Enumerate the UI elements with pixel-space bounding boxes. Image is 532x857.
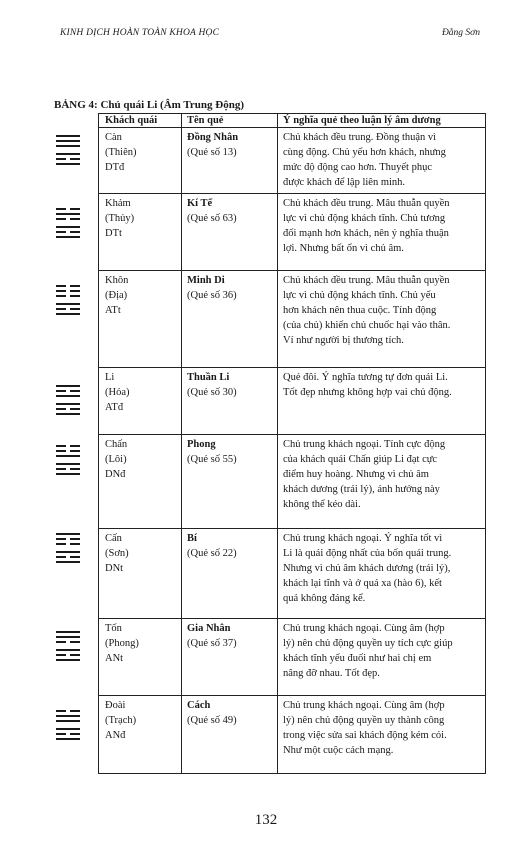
guest-trigram-line: Cấn: [105, 533, 122, 544]
yang-line-icon: [56, 313, 80, 315]
meaning-line: lực vì chủ động khách tĩnh. Chủ yếu: [283, 290, 436, 301]
yang-line-icon: [56, 303, 80, 305]
hexagram-name-cell: [187, 130, 279, 160]
hexagram-name-cell: [187, 621, 279, 651]
yang-line-icon: [56, 455, 80, 457]
guest-trigram-line: Càn: [105, 132, 122, 143]
guest-trigram-line: (Địa): [105, 290, 128, 301]
meaning-cell: [283, 621, 481, 681]
yin-line-icon: [56, 538, 80, 540]
page-number: 132: [254, 812, 278, 828]
yang-line-icon: [56, 561, 80, 563]
meaning-line: hơn khách nên thua cuộc. Tính động: [283, 305, 437, 316]
meaning-line: Chủ khách đều trung. Mâu thuẫn quyền: [283, 275, 450, 286]
guest-trigram-line: ANđ: [105, 730, 126, 741]
hexagram-name-cell: [187, 531, 279, 561]
meaning-cell: [283, 698, 481, 758]
hexagram-name-cell: [187, 437, 279, 467]
yin-line-icon: [56, 231, 80, 233]
guest-trigram-line: (Thiên): [105, 147, 137, 158]
guest-trigram-line: Khảm: [105, 198, 131, 209]
hexagram-table: [98, 113, 486, 774]
table-row: [99, 435, 485, 529]
yin-line-icon: [56, 208, 80, 210]
guest-trigram-cell: [105, 437, 181, 482]
yin-line-icon: [56, 295, 80, 297]
guest-trigram-line: (Trạch): [105, 715, 137, 726]
guest-trigram-line: (Thủy): [105, 213, 135, 224]
yin-line-icon: [56, 285, 80, 287]
meaning-line: khách tĩnh yếu đuối như hai chị em: [283, 653, 432, 664]
guest-trigram-line: (Hỏa): [105, 387, 130, 398]
guest-trigram-line: Tốn: [105, 623, 122, 634]
meaning-line: quả không đáng kể.: [283, 593, 366, 604]
guest-trigram-line: ATt: [105, 305, 121, 316]
table-row: [99, 271, 485, 368]
hexagram-number: (Quẻ số 22): [187, 548, 237, 559]
meaning-cell: [283, 370, 481, 400]
table-row: [99, 194, 485, 271]
hexagram-number: (Quẻ số 63): [187, 213, 237, 224]
guest-trigram-line: DTđ: [105, 162, 125, 173]
table-row: [99, 529, 485, 619]
yin-line-icon: [56, 308, 80, 310]
yang-line-icon: [56, 395, 80, 397]
table-title: BẢNG 4: Chủ quái Li (Âm Trung Động): [54, 99, 244, 111]
guest-trigram-line: ANt: [105, 653, 124, 664]
meaning-line: cùng động. Chủ yếu hơn khách, nhưng: [283, 147, 446, 158]
guest-trigram-line: (Phong): [105, 638, 139, 649]
hexagram-symbol-icon: [56, 533, 80, 567]
yang-line-icon: [56, 145, 80, 147]
column-header-name: Tên quẻ: [187, 115, 224, 126]
guest-trigram-line: DNt: [105, 563, 124, 574]
column-header-meaning: Ý nghĩa quẻ theo luận lý âm dương: [283, 115, 441, 126]
yang-line-icon: [56, 236, 80, 238]
hexagram-name-cell: [187, 698, 279, 728]
hexagram-name: Kí Tế: [187, 198, 213, 209]
meaning-line: trong việc sửa sai khách động kém cỏi.: [283, 730, 447, 741]
guest-trigram-line: Khôn: [105, 275, 129, 286]
hexagram-symbol-icon: [56, 385, 80, 419]
hexagram-number: (Quẻ số 55): [187, 454, 237, 465]
meaning-line: khách dương (trái lý), ảnh hưởng này: [283, 484, 440, 495]
hexagram-number: (Quẻ số 49): [187, 715, 237, 726]
yang-line-icon: [56, 738, 80, 740]
meaning-line: Như một cuộc cách mạng.: [283, 745, 394, 756]
yang-line-icon: [56, 226, 80, 228]
yang-line-icon: [56, 385, 80, 387]
hexagram-symbol-icon: [56, 208, 80, 242]
meaning-line: lý) nên chủ động quyền uy thành công: [283, 715, 445, 726]
column-header-guest: Khách quái: [105, 115, 158, 126]
guest-trigram-line: Li: [105, 372, 115, 383]
yin-line-icon: [56, 468, 80, 470]
book-title: KINH DỊCH HOÀN TOÀN KHOA HỌC: [60, 28, 220, 38]
guest-trigram-line: Chấn: [105, 439, 128, 450]
guest-trigram-cell: [105, 698, 181, 743]
yang-line-icon: [56, 140, 80, 142]
hexagram-symbol-icon: [56, 710, 80, 744]
table-row: [99, 696, 485, 775]
hexagram-symbol-icon: [56, 445, 80, 479]
yang-line-icon: [56, 463, 80, 465]
hexagram-name-cell: [187, 273, 279, 303]
yin-line-icon: [56, 290, 80, 292]
yang-line-icon: [56, 728, 80, 730]
yang-line-icon: [56, 636, 80, 638]
meaning-line: của khách quái Chấn giúp Li đạt cực: [283, 454, 438, 465]
meaning-line: Chủ trung khách ngoại. Ý nghĩa tốt vì: [283, 533, 443, 544]
meaning-line: Chủ khách đều trung. Đồng thuận vì: [283, 132, 437, 143]
yang-line-icon: [56, 153, 80, 155]
yang-line-icon: [56, 551, 80, 553]
meaning-line: đối mạnh hơn khách, nên ý nghĩa thuận: [283, 228, 449, 239]
meaning-line: lý) nên chủ động quyền uy tích cực giúp: [283, 638, 453, 649]
meaning-line: Li là quái động nhất của bốn quái trung.: [283, 548, 452, 559]
guest-trigram-line: (Sơn): [105, 548, 129, 559]
hexagram-symbol-icon: [56, 135, 80, 169]
guest-trigram-cell: [105, 531, 181, 576]
guest-trigram-cell: [105, 273, 181, 318]
meaning-line: Chủ khách đều trung. Mâu thuẫn quyền: [283, 198, 450, 209]
yin-line-icon: [56, 408, 80, 410]
guest-trigram-line: DNđ: [105, 469, 126, 480]
meaning-line: Quẻ đôi. Ý nghĩa tương tự đơn quái Li.: [283, 372, 448, 383]
yang-line-icon: [56, 213, 80, 215]
yang-line-icon: [56, 413, 80, 415]
meaning-line: nâng đỡ nhau. Tốt đẹp.: [283, 668, 380, 679]
hexagram-name-cell: [187, 370, 279, 400]
table-row: [99, 128, 485, 194]
hexagram-number: (Quẻ số 30): [187, 387, 237, 398]
yin-line-icon: [56, 733, 80, 735]
yang-line-icon: [56, 135, 80, 137]
meaning-line: Chủ trung khách ngoại. Cùng âm (hợp: [283, 623, 445, 634]
yang-line-icon: [56, 163, 80, 165]
meaning-cell: [283, 437, 481, 512]
guest-trigram-cell: [105, 370, 181, 415]
hexagram-name: Cách: [187, 700, 211, 711]
yang-line-icon: [56, 649, 80, 651]
meaning-line: lực vì chủ động khách tĩnh. Chủ tương: [283, 213, 446, 224]
meaning-line: (của chủ) khiến chủ chuốc hại vào thân.: [283, 320, 451, 331]
yin-line-icon: [56, 641, 80, 643]
yin-line-icon: [56, 390, 80, 392]
guest-trigram-line: (Lôi): [105, 454, 127, 465]
author-name: Đằng Sơn: [441, 28, 480, 38]
yin-line-icon: [56, 218, 80, 220]
guest-trigram-line: DTt: [105, 228, 122, 239]
yin-line-icon: [56, 450, 80, 452]
hexagram-number: (Quẻ số 37): [187, 638, 237, 649]
yang-line-icon: [56, 533, 80, 535]
hexagram-number: (Quẻ số 13): [187, 147, 237, 158]
yang-line-icon: [56, 720, 80, 722]
meaning-line: mức độ động cao hơn. Thuyết phục: [283, 162, 432, 173]
hexagram-name-cell: [187, 196, 279, 226]
hexagram-name: Đồng Nhân: [187, 132, 239, 143]
yang-line-icon: [56, 473, 80, 475]
yang-line-icon: [56, 659, 80, 661]
hexagram-name: Phong: [187, 439, 216, 450]
yang-line-icon: [56, 631, 80, 633]
meaning-line: được khách để lập liên minh.: [283, 177, 406, 188]
hexagram-name: Bí: [187, 533, 197, 544]
yin-line-icon: [56, 158, 80, 160]
guest-trigram-line: ATđ: [105, 402, 124, 413]
hexagram-number: (Quẻ số 36): [187, 290, 237, 301]
yin-line-icon: [56, 710, 80, 712]
meaning-line: khách lại tĩnh và ở quá xa (hào 6), kết: [283, 578, 442, 589]
meaning-line: lợi. Nhưng bất ổn vì chủ âm.: [283, 243, 404, 254]
meaning-line: Chủ trung khách ngoại. Cùng âm (hợp: [283, 700, 445, 711]
meaning-line: không thể kéo dài.: [283, 499, 361, 510]
meaning-cell: [283, 196, 481, 256]
meaning-line: Ví như người bị thương tích.: [283, 335, 404, 346]
yin-line-icon: [56, 445, 80, 447]
page-header: [60, 28, 480, 44]
meaning-line: Nhưng vì chủ âm khách dương (trái lý),: [283, 563, 451, 574]
yin-line-icon: [56, 556, 80, 558]
hexagram-name: Minh Di: [187, 275, 225, 286]
yin-line-icon: [56, 543, 80, 545]
guest-trigram-cell: [105, 130, 181, 175]
table-row: [99, 368, 485, 435]
yang-line-icon: [56, 715, 80, 717]
meaning-cell: [283, 531, 481, 606]
hexagram-name: Gia Nhân: [187, 623, 231, 634]
meaning-cell: [283, 130, 481, 190]
hexagram-symbol-icon: [56, 285, 80, 319]
guest-trigram-line: Đoài: [105, 700, 126, 711]
meaning-cell: [283, 273, 481, 348]
hexagram-symbol-icon: [56, 631, 80, 665]
yin-line-icon: [56, 654, 80, 656]
guest-trigram-cell: [105, 196, 181, 241]
meaning-line: Chủ trung khách ngoại. Tính cực động: [283, 439, 446, 450]
meaning-line: Tốt đẹp nhưng không hợp vai chủ động.: [283, 387, 452, 398]
yang-line-icon: [56, 403, 80, 405]
meaning-line: điểm huy hoàng. Nhưng vì chủ âm: [283, 469, 429, 480]
guest-trigram-cell: [105, 621, 181, 666]
table-row: [99, 619, 485, 696]
hexagram-name: Thuần Li: [187, 372, 230, 383]
